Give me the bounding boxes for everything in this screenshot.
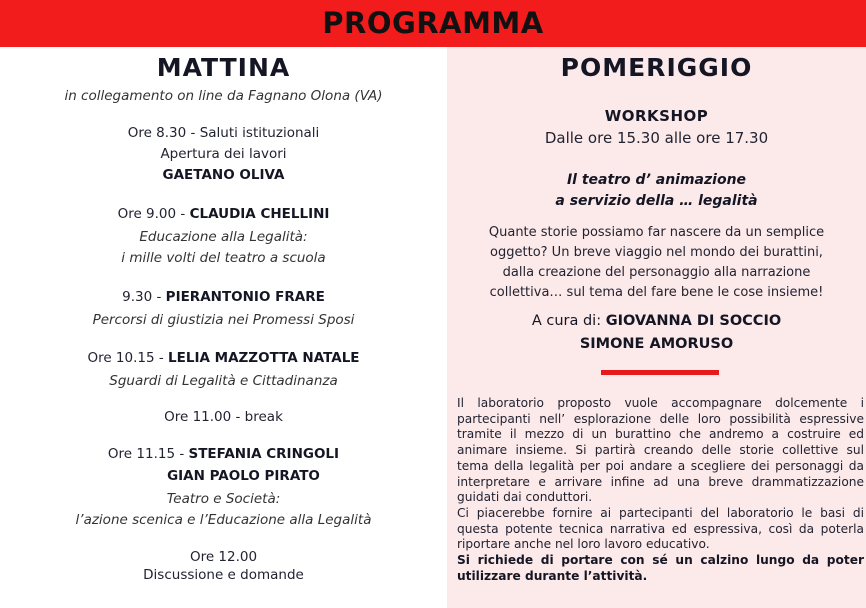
session-4-time: Ore 11.15 - <box>107 446 189 462</box>
lab-description <box>457 396 864 584</box>
session-3-heading <box>0 350 447 366</box>
session-4-topic-1: Teatro e Società: <box>166 491 281 507</box>
session-1-time: Ore 9.00 - <box>117 206 190 222</box>
session-2-time: 9.30 - <box>122 289 166 305</box>
closing-time: Ore 12.00 <box>189 549 258 565</box>
workshop-desc-line: Quante storie possiamo far nascere da un semplice <box>488 225 825 240</box>
workshop-desc-line: dalla creazione del personaggio alla narrazione <box>502 265 811 280</box>
morning-column <box>0 47 447 608</box>
session-2-speaker: PIERANTONIO FRARE <box>165 289 325 305</box>
header-bar <box>0 0 866 47</box>
workshop-theme-1: Il teatro d’ animazione <box>566 172 747 188</box>
morning-subtitle: in collegamento on line da Fagnano Olona (VA) <box>64 88 383 104</box>
curated-by <box>447 313 866 329</box>
curator-2: SIMONE AMORUSO <box>579 336 734 352</box>
session-1-heading <box>0 206 447 222</box>
afternoon-column <box>447 47 866 608</box>
session-3-time: Ore 10.15 - <box>87 350 169 366</box>
session-1-topic-1: Educazione alla Legalità: <box>139 229 308 245</box>
break-line: Ore 11.00 - break <box>164 409 283 425</box>
session-1-speaker: CLAUDIA CHELLINI <box>189 206 330 222</box>
closing-text: Discussione e domande <box>143 567 304 583</box>
curated-prefix: A cura di: <box>531 313 606 329</box>
opening-speaker: GAETANO OLIVA <box>162 167 285 183</box>
session-4-speaker-1: STEFANIA CRINGOLI <box>188 446 340 462</box>
session-4-heading <box>0 446 447 462</box>
page-title: PROGRAMMA <box>322 6 544 40</box>
opening-line: Apertura dei lavori <box>160 146 287 162</box>
session-3-speaker: LELIA MAZZOTTA NATALE <box>168 350 360 366</box>
section-divider <box>601 370 719 375</box>
lab-paragraph-1: Il laboratorio proposto vuole accompagnare dolcemente i partecipanti nell’ esplorazione delle loro possibilità espressive tramite il mezzo di un burattino che andremo a costruire ed animare insieme. Si partirà creando delle storie collettive sul tema della legalità per poi andare a scegliere dei personaggi da interpretare e arrivare infine ad una breve drammatizzazione guidati dai conduttori. <box>457 396 864 505</box>
workshop-description <box>447 223 866 303</box>
workshop-desc-line: oggetto? Un breve viaggio nel mondo dei burattini, <box>490 245 823 260</box>
workshop-desc-line: collettiva… sul tema del fare bene le cose insieme! <box>489 285 824 300</box>
session-4-speaker-2: GIAN PAOLO PIRATO <box>167 468 320 484</box>
workshop-time: Dalle ore 15.30 alle ore 17.30 <box>544 129 769 147</box>
session-4-topic-2: l’azione scenica e l’Educazione alla Legalità <box>75 512 372 528</box>
workshop-label: WORKSHOP <box>604 107 709 125</box>
workshop-theme-2: a servizio della … legalità <box>555 193 758 209</box>
afternoon-title: POMERIGGIO <box>560 53 753 82</box>
curator-1: GIOVANNA DI SOCCIO <box>605 313 782 329</box>
session-3-topic: Sguardi di Legalità e Cittadinanza <box>109 373 338 389</box>
lab-paragraph-2: Ci piacerebbe fornire ai partecipanti del laboratorio le basi di questa potente tecnica narrativa ed espressiva, così da poterla riportare anche nel loro lavoro educativo. <box>457 505 864 552</box>
session-2-heading <box>0 289 447 305</box>
opening-time: Ore 8.30 - Saluti istituzionali <box>127 125 320 141</box>
lab-note: Si richiede di portare con sé un calzino lungo da poter utilizzare durante l’attività. <box>457 553 864 583</box>
morning-title: MATTINA <box>156 53 291 82</box>
session-1-topic-2: i mille volti del teatro a scuola <box>121 250 326 266</box>
session-2-topic: Percorsi di giustizia nei Promessi Sposi <box>92 312 355 328</box>
